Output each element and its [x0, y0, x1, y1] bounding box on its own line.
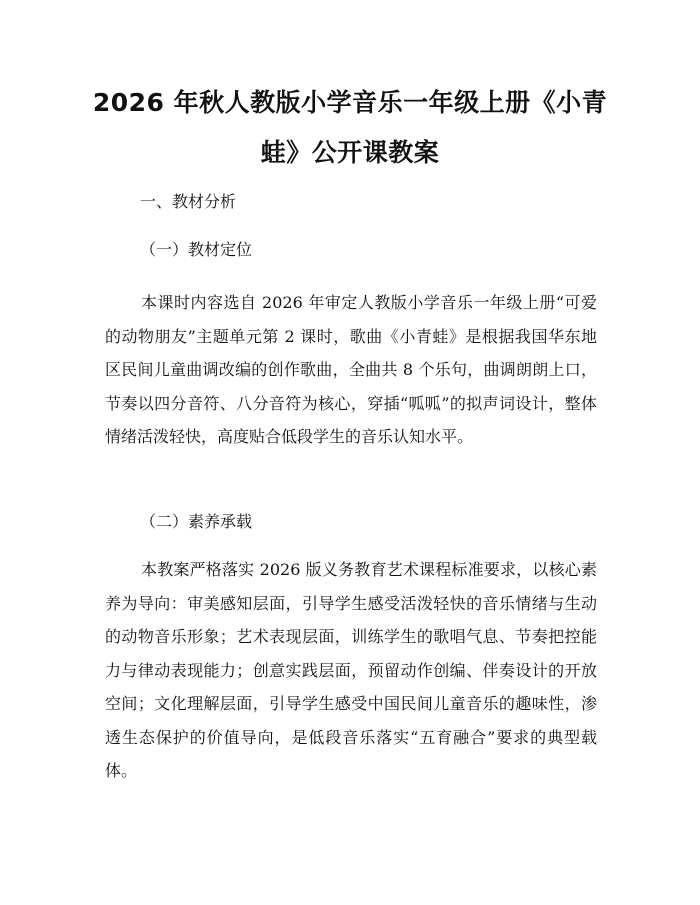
- subsection-heading-literacy: （二）素养承载: [140, 512, 253, 531]
- subsection-heading-positioning: （一）教材定位: [140, 240, 253, 259]
- section-heading-textbook-analysis: 一、教材分析: [140, 192, 237, 211]
- paragraph-positioning: 本课时内容选自 2026 年审定人教版小学音乐一年级上册“可爱的动物朋友”主题单元第 2 课时，歌曲《小青蛙》是根据我国华东地区民间儿童曲调改编的创作歌曲，全曲共 8 个乐句，曲调朗朗上口，节奏以四分音符、八分音符为核心，穿插“呱呱”的拟声词设计，整体情绪活泼轻快，高度贴合低段学生的音乐认知水平。: [105, 293, 597, 446]
- document-title: 2026 年秋人教版小学音乐一年级上册《小青蛙》公开课教案: [92, 88, 608, 167]
- paragraph-literacy: 本教案严格落实 2026 版义务教育艺术课程标准要求，以核心素养为导向：审美感知层面，引导学生感受活泼轻快的音乐情绪与生动的动物音乐形象；艺术表现层面，训练学生的歌唱气息、节奏把控能力与律动表现能力；创意实践层面，预留动作创编、伴奏设计的开放空间；文化理解层面，引导学生感受中国民间儿童音乐的趣味性，渗透生态保护的价值导向，是低段音乐落实“五育融合”要求的典型载体。: [105, 560, 597, 780]
